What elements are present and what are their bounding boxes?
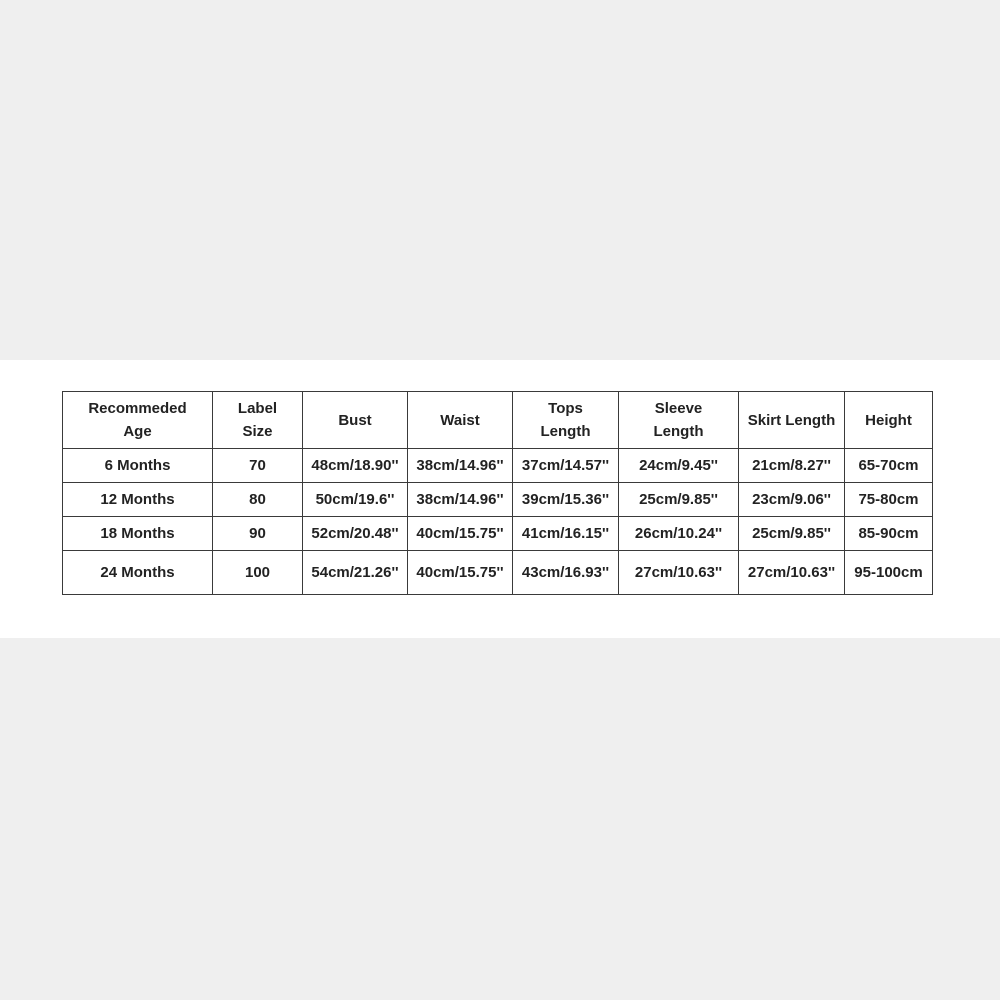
- cell-waist: 40cm/15.75'': [408, 517, 513, 551]
- cell-bust: 50cm/19.6'': [303, 483, 408, 517]
- cell-bust: 52cm/20.48'': [303, 517, 408, 551]
- cell-label-size: 100: [213, 551, 303, 595]
- cell-age: 18 Months: [63, 517, 213, 551]
- cell-waist: 38cm/14.96'': [408, 483, 513, 517]
- cell-height: 85-90cm: [845, 517, 933, 551]
- header-label-size: Label Size: [213, 392, 303, 449]
- cell-label-size: 70: [213, 449, 303, 483]
- cell-skirt-length: 25cm/9.85'': [739, 517, 845, 551]
- cell-skirt-length: 23cm/9.06'': [739, 483, 845, 517]
- cell-waist: 40cm/15.75'': [408, 551, 513, 595]
- cell-height: 95-100cm: [845, 551, 933, 595]
- header-skirt-length: Skirt Length: [739, 392, 845, 449]
- header-tops-length: Tops Length: [513, 392, 619, 449]
- cell-tops-length: 39cm/15.36'': [513, 483, 619, 517]
- table-row: [63, 551, 933, 595]
- table-row: [63, 483, 933, 517]
- cell-sleeve-length: 24cm/9.45'': [619, 449, 739, 483]
- header-row: [63, 392, 933, 449]
- cell-skirt-length: 27cm/10.63'': [739, 551, 845, 595]
- cell-height: 65-70cm: [845, 449, 933, 483]
- header-height: Height: [845, 392, 933, 449]
- cell-height: 75-80cm: [845, 483, 933, 517]
- cell-bust: 48cm/18.90'': [303, 449, 408, 483]
- cell-age: 6 Months: [63, 449, 213, 483]
- header-sleeve-length: Sleeve Length: [619, 392, 739, 449]
- table-row: [63, 517, 933, 551]
- cell-waist: 38cm/14.96'': [408, 449, 513, 483]
- size-chart-table: [62, 391, 933, 595]
- header-waist: Waist: [408, 392, 513, 449]
- cell-tops-length: 37cm/14.57'': [513, 449, 619, 483]
- table-row: [63, 449, 933, 483]
- cell-label-size: 90: [213, 517, 303, 551]
- cell-skirt-length: 21cm/8.27'': [739, 449, 845, 483]
- cell-label-size: 80: [213, 483, 303, 517]
- cell-tops-length: 43cm/16.93'': [513, 551, 619, 595]
- cell-age: 24 Months: [63, 551, 213, 595]
- cell-sleeve-length: 27cm/10.63'': [619, 551, 739, 595]
- cell-bust: 54cm/21.26'': [303, 551, 408, 595]
- cell-sleeve-length: 26cm/10.24'': [619, 517, 739, 551]
- cell-sleeve-length: 25cm/9.85'': [619, 483, 739, 517]
- cell-age: 12 Months: [63, 483, 213, 517]
- header-bust: Bust: [303, 392, 408, 449]
- header-recommended-age: Recommeded Age: [63, 392, 213, 449]
- cell-tops-length: 41cm/16.15'': [513, 517, 619, 551]
